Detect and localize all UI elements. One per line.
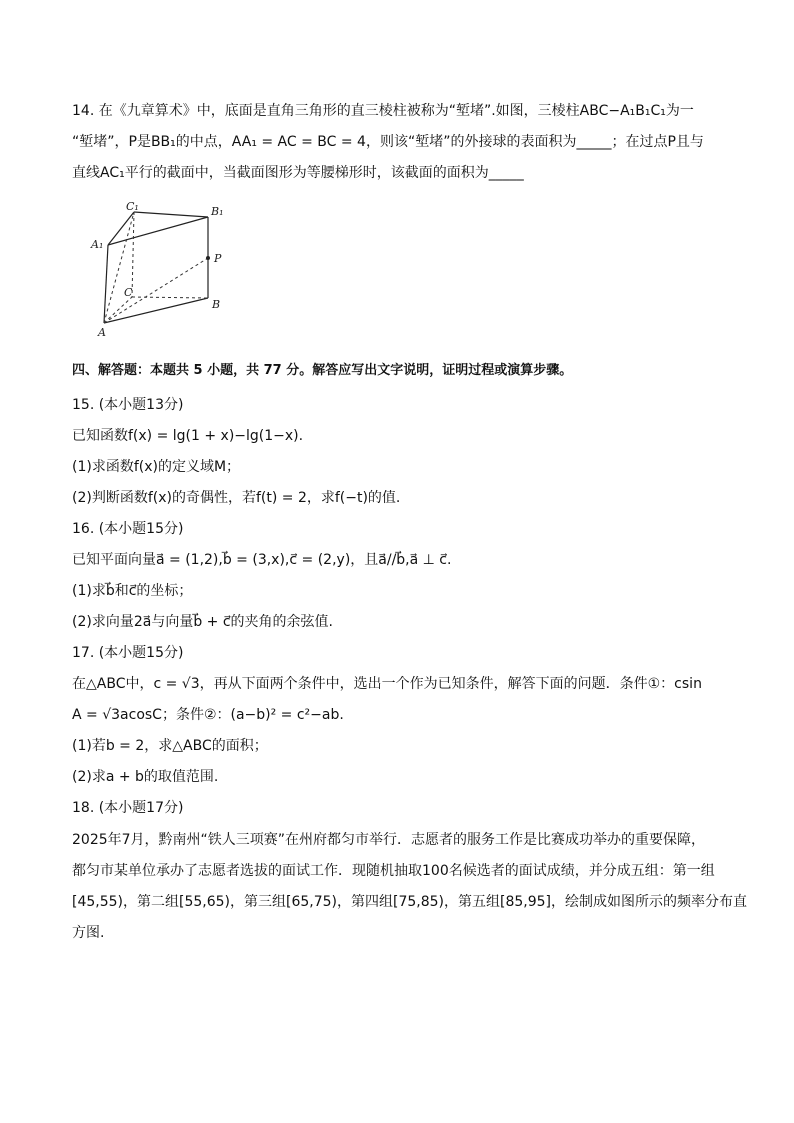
q15-line-1: 已知函数f(x) = lg(1 + x)−lg(1−x). [72, 428, 304, 444]
q18-line-3: [45,55)，第二组[55,65)，第三组[65,75)，第四组[75,85)，第五组[85,95]，绘制成如图所示的频率分布直 [72, 894, 748, 910]
q17-line-1: 在△ABC中，c = √3，再从下面两个条件中，选出一个作为已知条件，解答下面的问题．条件①：csin [72, 676, 702, 692]
q16-line-1: 已知平面向量a⃗ = (1,2),b⃗ = (3,x),c⃗ = (2,y)，且a⃗//b⃗,a⃗ ⊥ c⃗. [72, 552, 452, 568]
label-a1: A₁ [91, 238, 104, 251]
edge-ab [104, 298, 208, 323]
q14-line-2: “堑堵”，P是BB₁的中点，AA₁ = AC = BC = 4，则该“堑堵”的外接球的表面积为_____；在过点P且与 [72, 134, 704, 150]
edge-c1b1 [134, 212, 208, 217]
label-b: B [212, 298, 221, 311]
edge-c1c-hidden [132, 212, 134, 297]
label-a: A [98, 326, 106, 339]
label-b1: B₁ [211, 205, 224, 218]
q16-title: 16. (本小题15分) [72, 521, 184, 537]
section-heading: 四、解答题：本题共 5 小题，共 77 分。解答应写出文字说明，证明过程或演算步骤。 [72, 363, 573, 378]
q15-title: 15. (本小题13分) [72, 397, 184, 413]
edge-ap-hidden [104, 258, 208, 323]
q17-line-2: A = √3acosC；条件②：(a−b)² = c²−ab. [72, 707, 344, 723]
edge-ac1-hidden [104, 212, 134, 323]
q17-part-2: (2)求a + b的取值范围. [72, 769, 219, 785]
q14-line-3: 直线AC₁平行的截面中，当截面图形为等腰梯形时，该截面的面积为_____ [72, 165, 524, 181]
point-p [206, 256, 210, 260]
q15-part-2: (2)判断函数f(x)的奇偶性，若f(t) = 2，求f(−t)的值. [72, 490, 401, 506]
edge-cb-hidden [132, 297, 208, 298]
edge-a1b1 [108, 217, 208, 245]
q18-line-1: 2025年7月，黔南州“铁人三项赛”在州府都匀市举行．志愿者的服务工作是比赛成功举办的重要保障， [72, 832, 706, 848]
q16-part-2: (2)求向量2a⃗与向量b⃗ + c⃗的夹角的余弦值. [72, 614, 333, 630]
q18-line-4: 方图. [72, 925, 105, 941]
q14-line-1: 14. 在《九章算术》中，底面是直角三角形的直三棱柱被称为“堑堵”.如图，三棱柱ABC−A₁B₁C₁为一 [72, 103, 694, 119]
q18-title: 18. (本小题17分) [72, 800, 184, 816]
q17-title: 17. (本小题15分) [72, 645, 184, 661]
q16-part-1: (1)求b⃗和c⃗的坐标； [72, 583, 193, 599]
label-c1: C₁ [126, 200, 139, 213]
label-p: P [214, 252, 222, 265]
prism-figure [88, 200, 248, 340]
q18-line-2: 都匀市某单位承办了志愿者选拔的面试工作．现随机抽取100名候选者的面试成绩，并分成五组：第一组 [72, 863, 715, 879]
label-c: C [124, 286, 133, 299]
q17-part-1: (1)若b = 2，求△ABC的面积； [72, 738, 268, 754]
q15-part-1: (1)求函数f(x)的定义域M； [72, 459, 241, 475]
edge-a1c1 [108, 212, 134, 245]
